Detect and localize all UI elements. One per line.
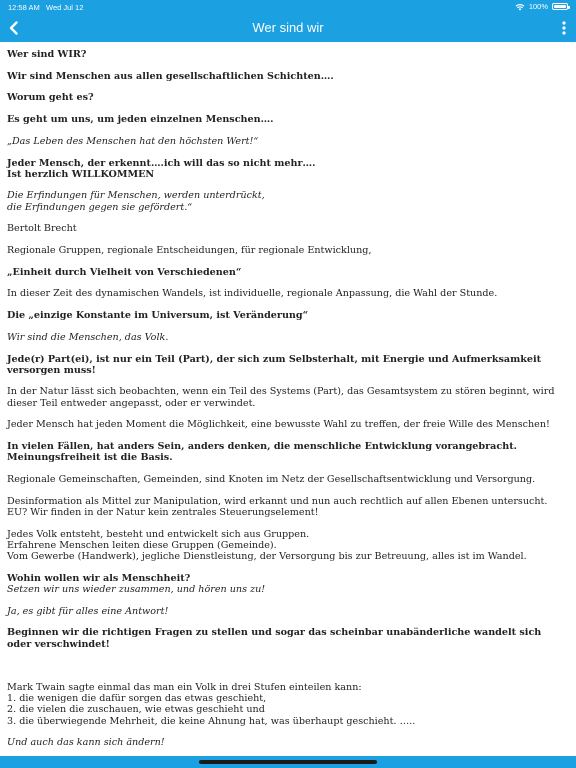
battery-fill — [554, 5, 566, 8]
paragraph-line: Ja, es gibt für alles eine Antwort! — [7, 605, 169, 617]
home-bar — [0, 756, 576, 768]
paragraph-line: Jeder Mensch hat jeden Moment die Möglichkeit, eine bewusste Wahl zu treffen, der freie Wille des Menschen! — [7, 419, 550, 431]
paragraph-line: Wer sind WIR? — [7, 49, 87, 60]
article-paragraph — [7, 529, 566, 563]
status-right — [515, 2, 568, 11]
paragraph-line: Jeder Mensch, der erkennt….ich will das so nicht mehr…. — [7, 157, 316, 169]
paragraph-line: 3. die überwiegende Mehrheit, die keine Ahnung hat, was überhaupt geschieht. ….. — [7, 715, 416, 727]
nav-bar — [0, 14, 576, 42]
article-paragraph — [7, 474, 566, 485]
article-paragraph — [7, 682, 566, 727]
paragraph-line: Bertolt Brecht — [7, 223, 77, 235]
paragraph-line: Die „einzige Konstante im Universum, ist Veränderung“ — [7, 310, 309, 322]
paragraph-line: Erfahrene Menschen leiten diese Gruppen (Gemeinde). — [7, 539, 277, 551]
paragraph-line: Jede(r) Part(ei), ist nur ein Teil (Part), der sich zum Selbsterhalt, mit Energie und Aufmerksamkeit versorgen muss! — [7, 353, 542, 376]
battery-percent: 100% — [528, 2, 548, 11]
article-paragraph — [7, 310, 566, 321]
article-paragraph — [7, 606, 566, 617]
paragraph-line: Es geht um uns, um jeden einzelnen Menschen…. — [7, 114, 274, 126]
more-menu-button[interactable] — [560, 20, 568, 36]
paragraph-line: Wohin wollen wir als Menschheit? — [7, 572, 191, 584]
more-vertical-icon — [562, 21, 565, 34]
paragraph-line: In dieser Zeit des dynamischen Wandels, ist individuelle, regionale Anpassung, die Wahl der Stunde. — [7, 288, 498, 300]
home-indicator[interactable] — [199, 760, 377, 764]
article-paragraph — [7, 288, 566, 299]
paragraph-line: Worum geht es? — [7, 92, 94, 104]
article-paragraph — [7, 386, 566, 408]
paragraph-line: Vom Gewerbe (Handwerk), jegliche Dienstleistung, der Versorgung bis zur Betreuung, alles ist im Wandel. — [7, 550, 527, 562]
paragraph-line: Jedes Volk entsteht, besteht und entwickelt sich aus Gruppen. — [7, 528, 310, 540]
paragraph-line: Und auch das kann sich ändern! — [7, 737, 165, 749]
paragraph-line: In vielen Fällen, hat anders Sein, anders denken, die menschliche Entwicklung vorangebracht. Meinungsfreiheit ist die Basis. — [7, 441, 517, 464]
article-paragraph — [7, 332, 566, 343]
article-paragraph — [7, 49, 566, 60]
article-paragraph — [7, 71, 566, 82]
article-paragraph — [7, 223, 566, 234]
wifi-icon — [515, 3, 525, 11]
battery-icon — [552, 3, 568, 10]
paragraph-line: Die Erfindungen für Menschen, werden unterdrückt, — [7, 190, 265, 202]
paragraph-line: Desinformation als Mittel zur Manipulation, wird erkannt und nun auch rechtlich auf allen Ebenen untersucht. — [7, 495, 548, 507]
status-time: 12:58 AM — [8, 3, 40, 12]
article-paragraph — [7, 737, 566, 748]
paragraph-line: „Das Leben des Menschen hat den höchsten Wert!“ — [7, 135, 259, 147]
paragraph-line: Regionale Gruppen, regionale Entscheidungen, für regionale Entwicklung, — [7, 245, 372, 257]
article-paragraph — [7, 114, 566, 125]
article-paragraph — [7, 267, 566, 278]
article-paragraph — [7, 158, 566, 180]
article-paragraph — [7, 92, 566, 103]
paragraph-line: Setzen wir uns wieder zusammen, und hören uns zu! — [7, 583, 266, 595]
paragraph-line: In der Natur lässt sich beobachten, wenn ein Teil des Systems (Part), das Gesamtsystem zu stören beginnt, wird dieser Teil entweder angepasst, oder er verwindet. — [7, 386, 555, 409]
article-paragraph — [7, 573, 566, 595]
article-paragraph — [7, 136, 566, 147]
paragraph-line: Regionale Gemeinschaften, Gemeinden, sind Knoten im Netz der Gesellschaftsentwicklung und Versorgung. — [7, 473, 536, 485]
article-paragraph — [7, 660, 566, 671]
paragraph-line: Ist herzlich WILLKOMMEN — [7, 168, 155, 180]
paragraph-line: 1. die wenigen die dafür sorgen das etwas geschieht, — [7, 693, 267, 705]
page-title: Wer sind wir — [252, 20, 324, 35]
paragraph-line: Beginnen wir die richtigen Fragen zu stellen und sogar das scheinbar unabänderliche wandelt sich oder verschwindet! — [7, 627, 542, 650]
article-paragraph — [7, 496, 566, 518]
status-date: Wed Jul 12 — [46, 3, 84, 12]
paragraph-line: Mark Twain sagte einmal das man ein Volk in drei Stufen einteilen kann: — [7, 681, 362, 693]
article-paragraph — [7, 627, 566, 649]
paragraph-line: EU? Wir finden in der Natur kein zentrales Steuerungselement! — [7, 506, 319, 518]
article-paragraph — [7, 245, 566, 256]
article-paragraph — [7, 419, 566, 430]
paragraph-line: 2. die vielen die zuschauen, wie etwas geschieht und — [7, 704, 265, 716]
status-bar — [0, 0, 576, 14]
article-paragraph — [7, 441, 566, 463]
article-paragraph — [7, 354, 566, 376]
article-content — [7, 49, 566, 759]
paragraph-line: Wir sind Menschen aus allen gesellschaftlichen Schichten…. — [7, 70, 334, 82]
paragraph-line: die Erfindungen gegen sie gefördert.“ — [7, 201, 193, 213]
article-paragraph — [7, 190, 566, 212]
paragraph-line: „Einheit durch Vielheit von Verschiedenen“ — [7, 266, 242, 278]
paragraph-line: Wir sind die Menschen, das Volk. — [7, 331, 169, 343]
